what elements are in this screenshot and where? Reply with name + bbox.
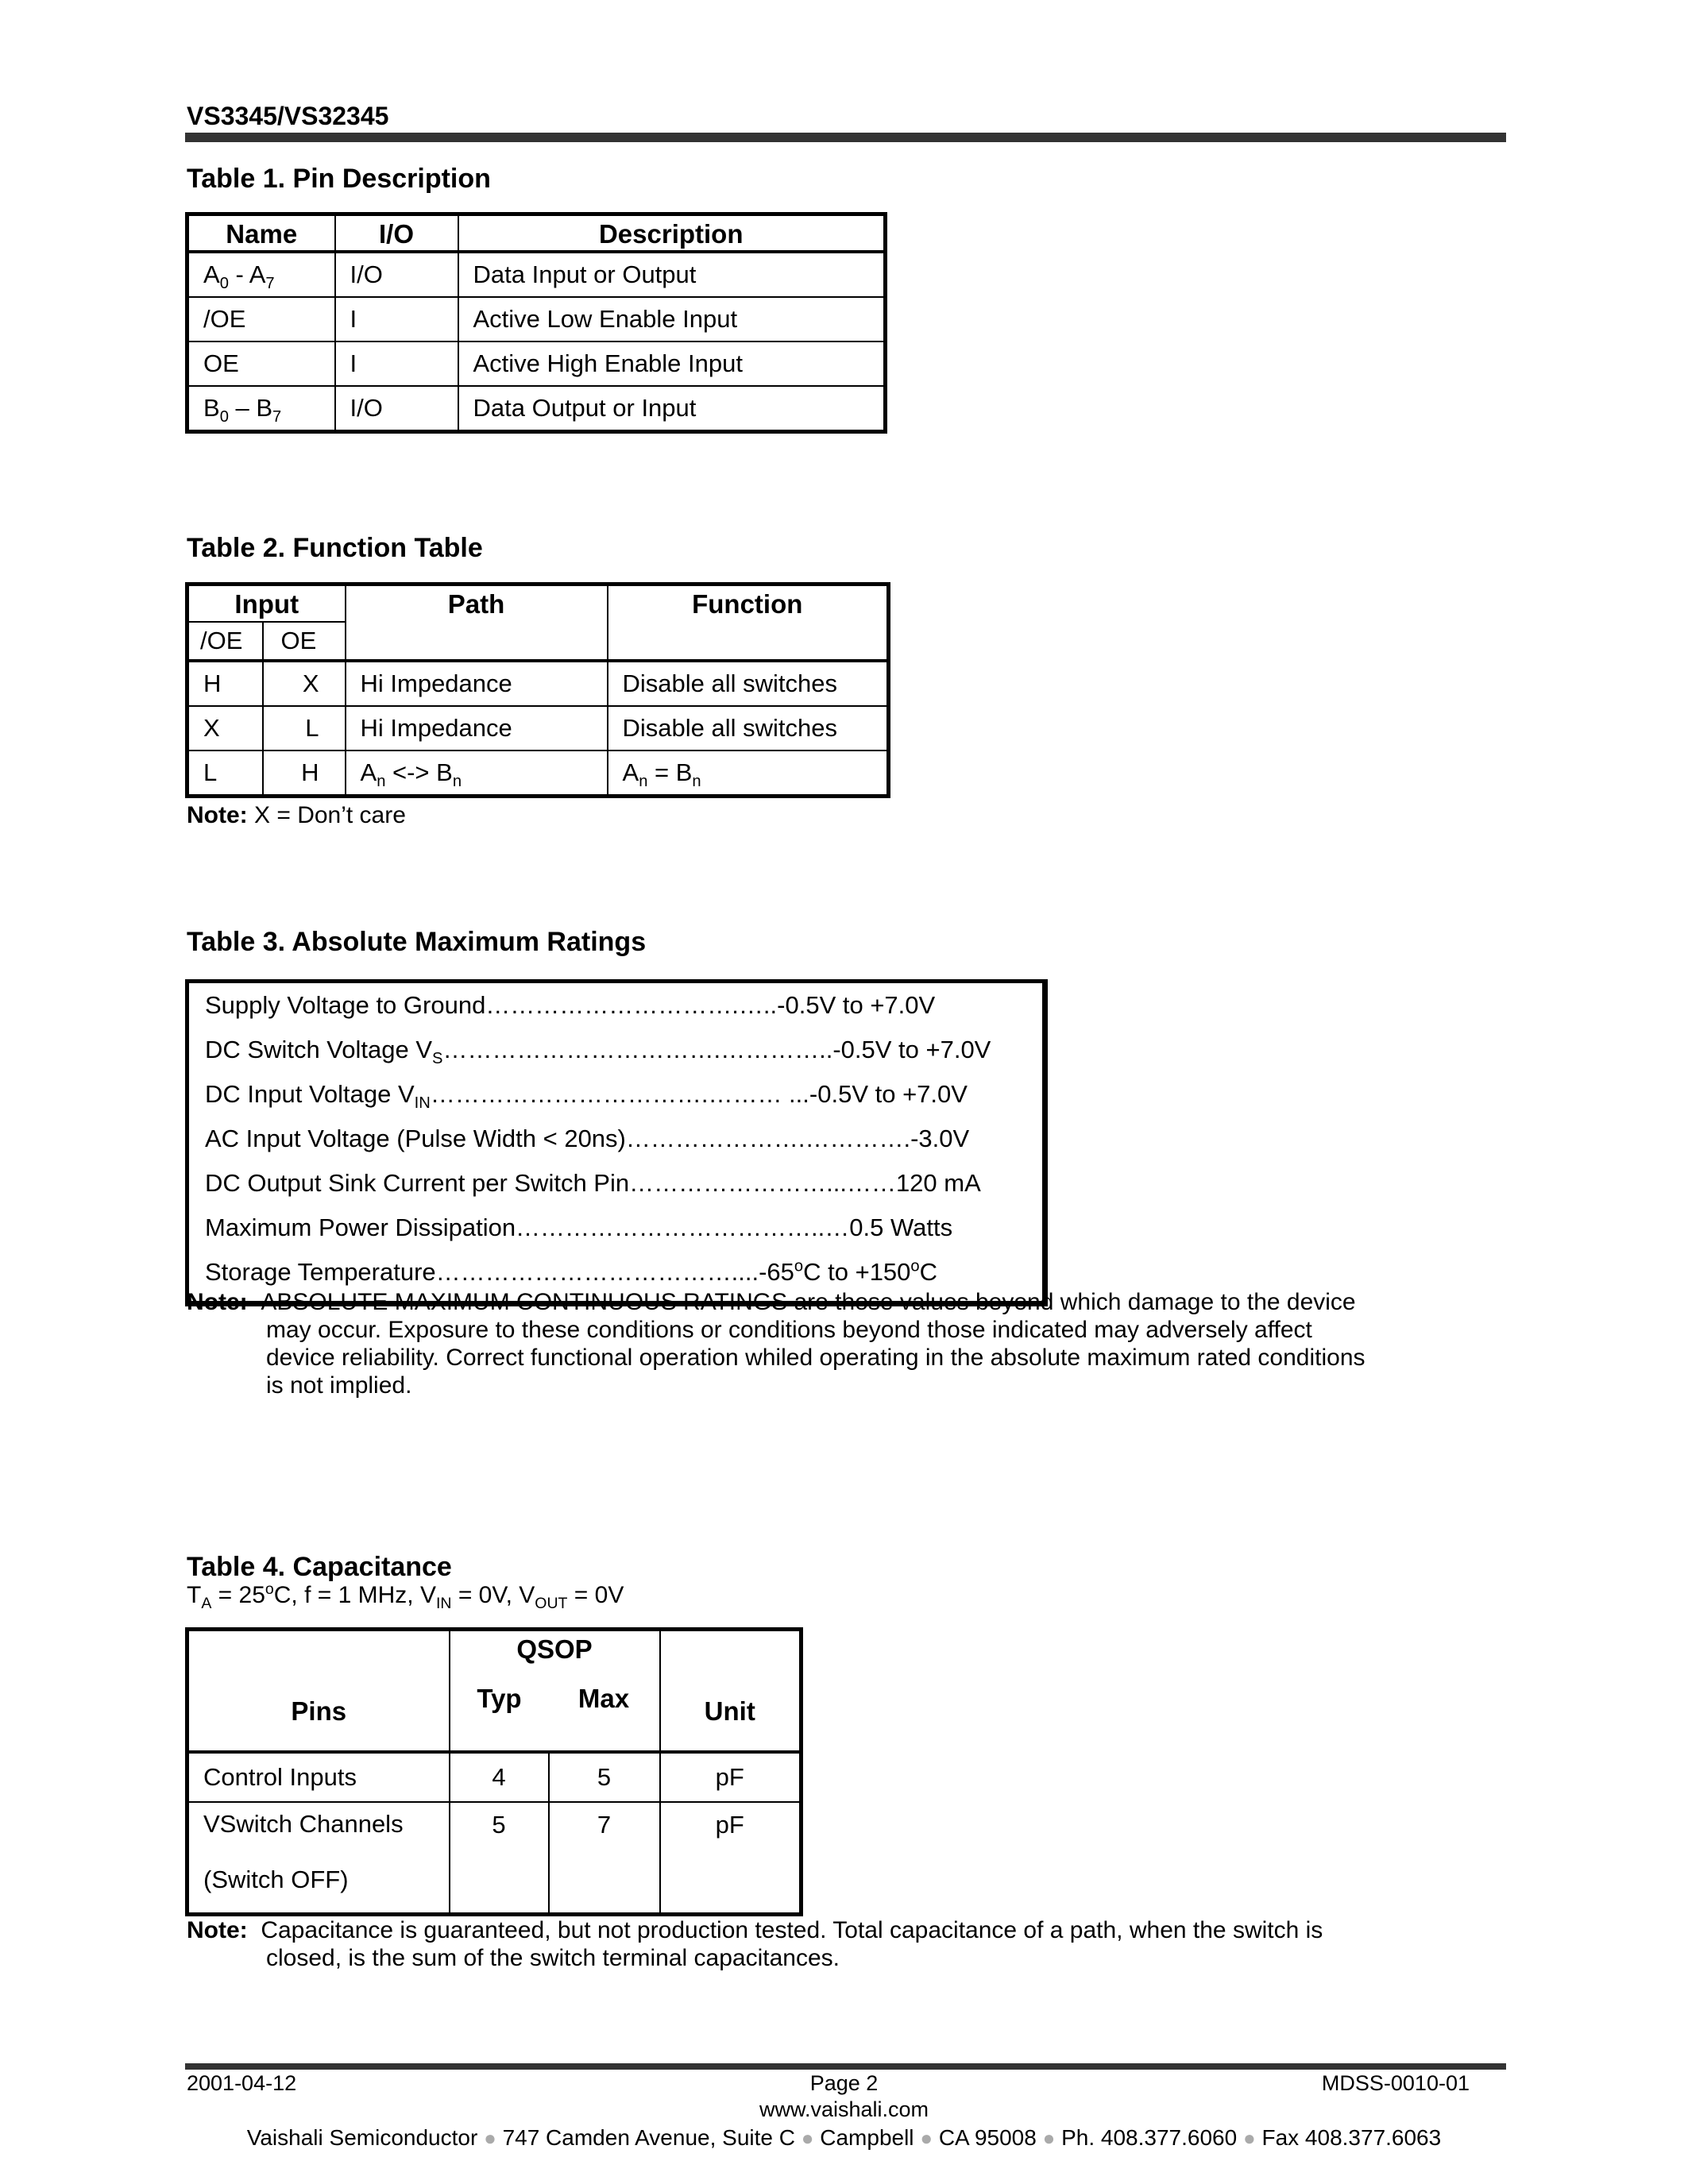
noe-value: X <box>187 706 263 751</box>
pin-description: Active Low Enable Input <box>458 297 886 341</box>
rating-ac-input-voltage: AC Input Voltage (Pulse Width < 20ns)………………….………….-3.0V <box>205 1125 970 1152</box>
pin-name: $B_0 - B_7$ <box>187 386 335 432</box>
noe-value: L <box>187 751 263 797</box>
unit-value: pF <box>660 1802 802 1915</box>
pin-io: I <box>335 297 458 341</box>
header-rule <box>185 133 1506 142</box>
footer-doc-id: MDSS-0010-01 <box>1321 2071 1470 2095</box>
noe-value: H <box>187 661 263 706</box>
separator-dot-icon: ● <box>1042 2126 1056 2150</box>
pin-name: /OE <box>187 297 335 341</box>
pin-description: Data Input or Output <box>458 252 886 297</box>
function-value: $A_n = B_n$ <box>608 751 889 797</box>
table4-caption: Table 4. Capacitance <box>187 1552 452 1582</box>
unit-header: Unit <box>660 1630 802 1753</box>
rating-max-power-dissipation: Maximum Power Dissipation………………………………..…0.5 Watts <box>205 1214 953 1241</box>
pin-description: Active High Enable Input <box>458 341 886 386</box>
footer-rule <box>185 2063 1506 2070</box>
pin-name: $A_0 - A_7$ <box>187 252 335 297</box>
typ-value: 4 <box>450 1752 549 1802</box>
separator-dot-icon: ● <box>484 2126 496 2150</box>
path-value: $A_n$ <-> $B_n$ <box>346 751 608 797</box>
table2-note: Note: X = Don’t care <box>187 802 406 828</box>
pin-io: I/O <box>335 252 458 297</box>
table-row <box>187 751 889 797</box>
column-header-name: Name <box>187 214 335 253</box>
typ-value: 5 <box>450 1802 549 1915</box>
table3-note: Note: ABSOLUTE MAXIMUM CONTINUOUS RATINGS are those values beyond which damage to the device may occur. Exposure to these conditions or conditions beyond those indicated may adversely affect device reliability. Correct functional operation whiled operating in the absolute maximum rated conditions is not implied. <box>187 1289 1365 1399</box>
rating-dc-switch-voltage: DC Switch Voltage $V_S\dots\dots\dots\dots\dots\dots\dots\dots\dots\dots\dots.\dots\dots\dots\dots..-0.5V$ to +7.0V <box>205 1036 991 1068</box>
table-row <box>187 341 886 386</box>
rating-dc-output-sink-current: DC Output Sink Current per Switch Pin……………………...……120 mA <box>205 1169 981 1197</box>
table-row <box>187 1802 802 1915</box>
path-value: Hi Impedance <box>346 661 608 706</box>
footer-address: Vaishali Semiconductor ● 747 Camden Avenue, Suite C ● Campbell ● CA 95008 ● Ph. 408.377.6060 ● Fax 408.377.6063 <box>246 2125 1442 2150</box>
table-row <box>187 297 886 341</box>
oe-value: L <box>263 706 346 751</box>
footer-date: 2001-04-12 <box>187 2071 297 2095</box>
pin-description: Data Output or Input <box>458 386 886 432</box>
pin-name: OE <box>187 341 335 386</box>
separator-dot-icon: ● <box>920 2126 933 2150</box>
column-header-description: Description <box>458 214 886 253</box>
pin-io: I <box>335 341 458 386</box>
pins-header: Pins <box>187 1630 450 1753</box>
table-row <box>187 706 889 751</box>
footer-website: www.vaishali.com <box>759 2097 929 2121</box>
max-header: Max <box>549 1680 660 1752</box>
qsop-header: QSOP <box>450 1630 660 1681</box>
absolute-maximum-ratings-box <box>185 979 1048 1306</box>
table4-note: Note: Capacitance is guaranteed, but not production tested. Total capacitance of a path, when the switch is closed, is the sum of the switch terminal capacitances. <box>187 1917 1323 1971</box>
pin-description-table <box>185 212 887 434</box>
table-row <box>187 661 889 706</box>
path-header: Path <box>346 585 608 662</box>
typ-header: Typ <box>450 1680 549 1752</box>
table3-caption: Table 3. Absolute Maximum Ratings <box>187 927 647 957</box>
rating-dc-input-voltage: DC Input Voltage $V_{IN}\dots\dots\dots\dots\dots\dots\dots\dots\dots\dots\dots.\dots\dots\dots$ ...-0.5V to +7.0V <box>205 1080 968 1113</box>
oe-subheader: OE <box>263 622 346 661</box>
rating-supply-voltage: Supply Voltage to Ground………………………….…..-0.5V to +7.0V <box>205 991 936 1019</box>
max-value: 7 <box>549 1802 660 1915</box>
pins-value: Control Inputs <box>187 1752 450 1802</box>
rating-storage-temperature: Storage Temperature………………………………....-65$^o$C to $+150^oC$ <box>205 1257 938 1286</box>
oe-value: H <box>263 751 346 797</box>
function-value: Disable all switches <box>608 706 889 751</box>
pin-io: I/O <box>335 386 458 432</box>
table2-caption: Table 2. Function Table <box>187 533 483 563</box>
oe-value: X <box>263 661 346 706</box>
document-header-title: VS3345/VS32345 <box>187 102 389 130</box>
function-table <box>185 582 890 798</box>
function-value: Disable all switches <box>608 661 889 706</box>
unit-value: pF <box>660 1752 802 1802</box>
function-header: Function <box>608 585 889 662</box>
path-value: Hi Impedance <box>346 706 608 751</box>
pins-value: VSwitch Channels (Switch OFF) <box>187 1802 450 1915</box>
separator-dot-icon: ● <box>1242 2126 1256 2150</box>
input-header: Input <box>187 585 346 623</box>
table-row <box>187 386 886 432</box>
table-row <box>187 1752 802 1802</box>
table4-conditions: $T_A = 25^oC$, f = 1 MHz, $V_{IN} = 0V$, $V_{OUT} = 0V$ <box>187 1580 624 1612</box>
column-header-io: I/O <box>335 214 458 253</box>
noe-subheader: /OE <box>187 622 263 661</box>
max-value: 5 <box>549 1752 660 1802</box>
separator-dot-icon: ● <box>801 2126 814 2150</box>
table-row <box>187 252 886 297</box>
capacitance-table <box>185 1627 803 1916</box>
table1-caption: Table 1. Pin Description <box>187 164 491 194</box>
footer-page-number: Page 2 <box>809 2071 879 2095</box>
